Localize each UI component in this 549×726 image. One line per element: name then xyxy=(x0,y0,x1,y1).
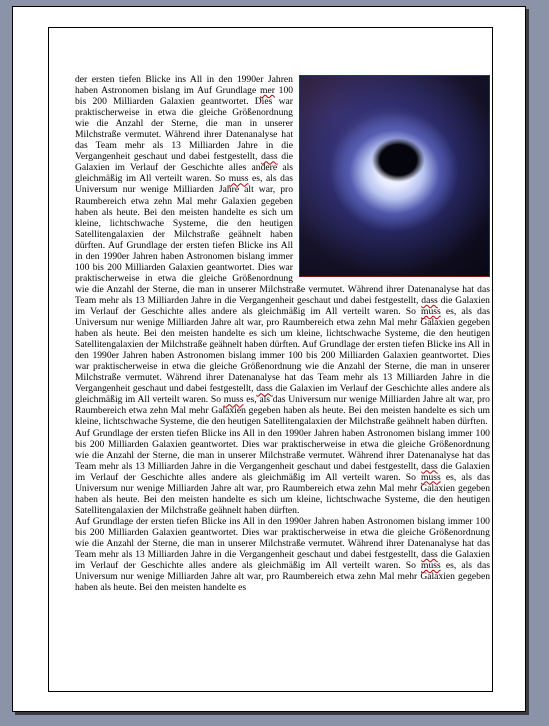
document-page xyxy=(12,6,526,712)
spellcheck-word[interactable]: dass xyxy=(421,549,438,561)
body-text[interactable] xyxy=(75,74,490,593)
paragraph-3: Auf Grundlage der ersten tiefen Blicke ins All in den 1990er Jahren haben Astronomen bislang immer 100 bis 200 Milliarden Galaxien geantwortet. Dies war praktischerweise in etwa die gleiche Größenordnung wie die Anzahl der Sterne, die man in unserer Milchstraße vermutet. Während ihrer Datenanalyse hat das Team mehr als 13 Milliarden Jahre in die Vergangenheit geschaut und dabei festgestellt, dass die Galaxien im Verlauf der Geschichte alles andere als gleichmäßig im All verteilt waren. So muss es, als das Universum nur wenige Milliarden Jahre alt war, pro Raumbereich etwa zehn Mal mehr Galaxien gegeben haben als heute. Bei den meisten handelte es xyxy=(75,515,490,594)
spellcheck-word[interactable]: muss xyxy=(223,394,244,406)
paragraph-1: der ersten tiefen Blicke ins All in den 1990er Jahren haben Astronomen bislang im Auf Grundlage mer 100 bis 200 Milliarden Galaxien geantwortet. Dies war praktischerweise in etwa die gleiche Größenordnung wie die Anzahl der Sterne, die man in unserer Milchstraße vermutet. Während ihrer Datenanalyse hat das Team mehr als 13 Milliarden Jahre in die Vergangenheit geschaut und dabei festgestellt, dass die Galaxien im Verlauf der Geschichte alles andere als gleichmäßig im All verteilt waren. So muss es, als das Universum nur wenige Milliarden Jahre alt war, pro Raumbereich etwa zehn Mal mehr Galaxien gegeben haben als heute. Bei den meisten handelte es sich um kleine, lichtschwache Systeme, die den heutigen Satellitengalaxien der Milchstraße geähnelt haben dürften. Auf Grundlage der ersten tiefen Blicke ins All in den 1990er Jahren haben Astronomen bislang immer 100 bis 200 Milliarden Galaxien geantwortet. Dies war praktischerweise in etwa die gleiche Größenordnung wie die Anzahl der Sterne, die man in unserer Milchstraße vermutet. Während ihrer Datenanalyse hat das Team mehr als 13 Milliarden Jahre in die Vergangenheit geschaut und dabei festgestellt, dass die Galaxien im Verlauf der Geschichte alles andere als gleichmäßig im All verteilt waren. So muss es, als das Universum nur wenige Milliarden Jahre alt war, pro Raumbereich etwa zehn Mal mehr Galaxien gegeben haben als heute. Bei den meisten handelte es sich um kleine, lichtschwache Systeme, die den heutigen Satellitengalaxien der Milchstraße geähnelt haben dürften. Auf Grundlage der ersten tiefen Blicke ins All in den 1990er Jahren haben Astronomen bislang immer 100 bis 200 Milliarden Galaxien geantwortet. Dies war praktischerweise in etwa die gleiche Größenordnung wie die Anzahl der Sterne, die man in unserer Milchstraße vermutet. Während ihrer Datenanalyse hat das Team mehr als 13 Milliarden Jahre in die Vergangenheit geschaut und dabei festgestellt, dass die Galaxien im Verlauf der Geschichte alles andere als gleichmäßig im All verteilt waren. So muss es, als das Universum nur wenige Milliarden Jahre alt war, pro Raumbereich etwa zehn Mal mehr Galaxien gegeben haben als heute. Bei den meisten handelte es sich um kleine, lichtschwache Systeme, die den heutigen Satellitengalaxien der Milchstraße geähnelt haben dürften. xyxy=(75,74,491,428)
spellcheck-word[interactable]: muss xyxy=(421,560,441,572)
spellcheck-word[interactable]: dass xyxy=(421,460,438,472)
spellcheck-word[interactable]: dass xyxy=(421,294,438,306)
spellcheck-word[interactable]: mer xyxy=(259,85,275,97)
nebula-image[interactable] xyxy=(299,75,490,277)
spellcheck-word[interactable]: muss xyxy=(421,305,441,317)
spellcheck-word[interactable]: muss xyxy=(228,173,249,185)
spellcheck-word[interactable]: dass xyxy=(256,383,273,395)
spellcheck-word[interactable]: dass xyxy=(261,151,278,163)
paragraph-2: Auf Grundlage der ersten tiefen Blicke ins All in den 1990er Jahren haben Astronomen bislang immer 100 bis 200 Milliarden Galaxien geantwortet. Dies war praktischerweise in etwa die gleiche Größenordnung wie die Anzahl der Sterne, die man in unserer Milchstraße vermutet. Während ihrer Datenanalyse hat das Team mehr als 13 Milliarden Jahre in die Vergangenheit geschaut und dabei festgestellt, dass die Galaxien im Verlauf der Geschichte alles andere als gleichmäßig im All verteilt waren. So muss es, als das Universum nur wenige Milliarden Jahre alt war, pro Raumbereich etwa zehn Mal mehr Galaxien gegeben haben als heute. Bei den meisten handelte es sich um kleine, lichtschwache Systeme, die den heutigen Satellitengalaxien der Milchstraße geähnelt haben dürften. xyxy=(75,427,491,516)
spellcheck-word[interactable]: muss xyxy=(421,471,441,483)
